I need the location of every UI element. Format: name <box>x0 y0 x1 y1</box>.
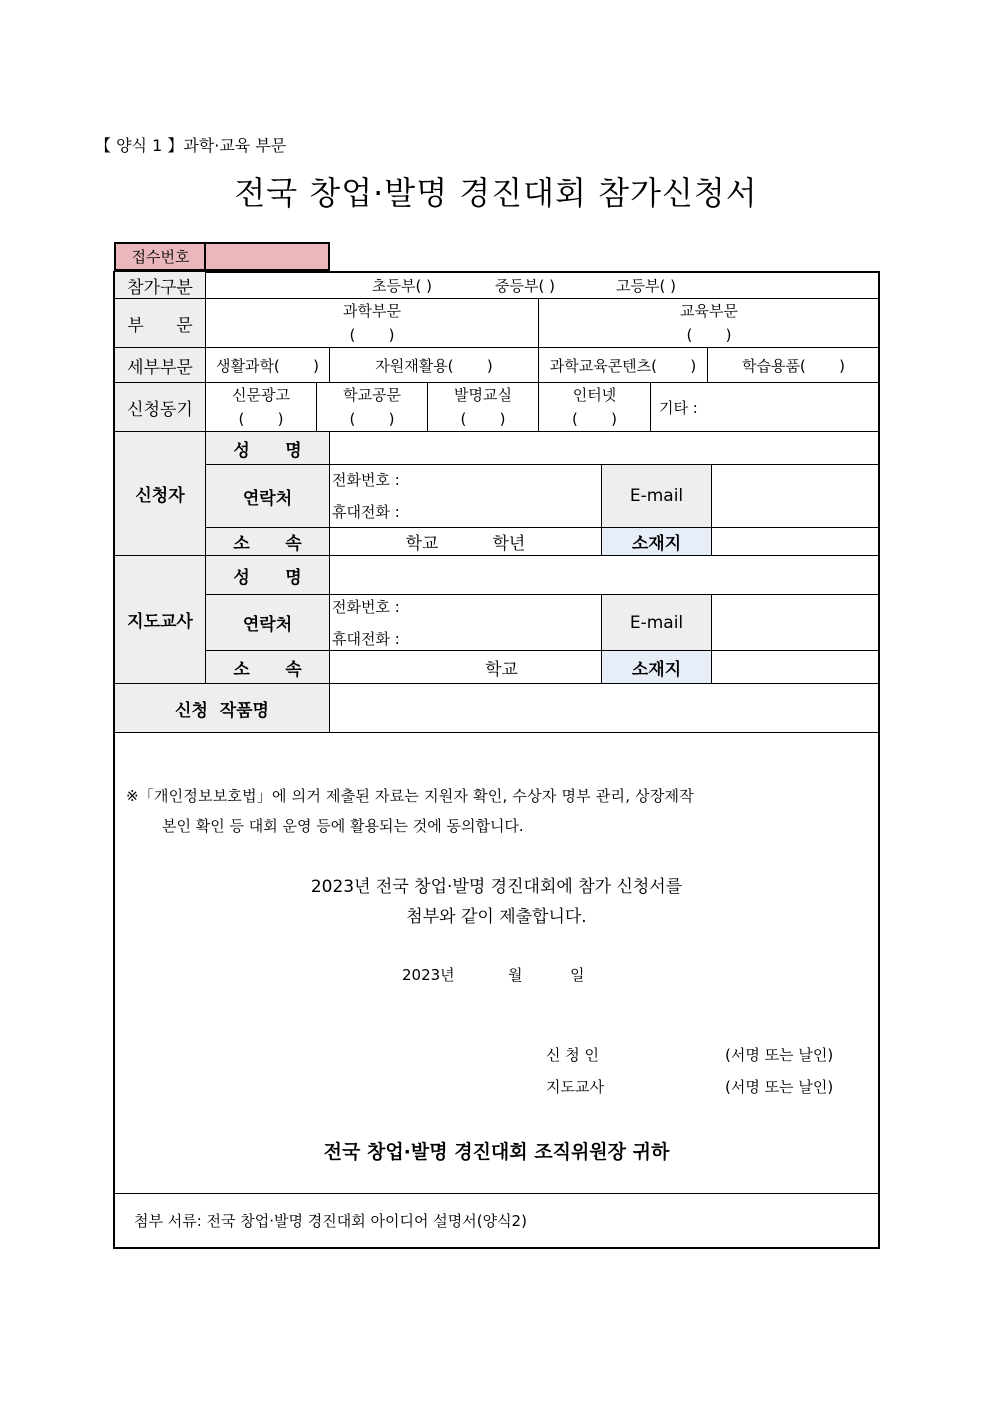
category-option-middle[interactable]: 중등부( ) <box>495 277 555 295</box>
motive-option-newspaper[interactable] <box>206 383 316 431</box>
date-month[interactable]: 월 <box>508 966 523 984</box>
signature-teacher-field[interactable]: (서명 또는 날인) <box>725 1078 834 1096</box>
motive-newspaper-mark: ( ) <box>238 410 284 428</box>
subdivision-label: 세부부문 <box>115 348 205 382</box>
applicant-location-label: 소재지 <box>602 528 711 555</box>
applicant-label: 신청자 <box>115 432 205 555</box>
motive-option-internet[interactable] <box>539 383 650 431</box>
motive-school-notice-label: 학교공문 <box>343 386 401 404</box>
teacher-contact-label: 연락처 <box>206 595 329 650</box>
teacher-name-label: 성 명 <box>206 556 329 594</box>
receipt-label: 접수번호 <box>114 242 205 271</box>
page-title: 전국 창업·발명 경진대회 참가신청서 <box>234 174 758 212</box>
date-day[interactable]: 일 <box>570 966 585 984</box>
motive-school-notice-mark: ( ) <box>349 410 395 428</box>
applicant-contact-label: 연락처 <box>206 465 329 527</box>
applicant-affiliation-label: 소 속 <box>206 528 329 555</box>
motive-invention-class-mark: ( ) <box>460 410 506 428</box>
motive-newspaper-label: 신문광고 <box>232 386 290 404</box>
subdivision-option-edu-content[interactable]: 과학교육콘텐츠( ) <box>549 356 697 375</box>
division-science-label: 과학부문 <box>343 302 401 320</box>
applicant-name-field[interactable] <box>330 432 879 464</box>
motive-option-school-notice[interactable] <box>317 383 427 431</box>
subdivision-option-life-science[interactable]: 생활과학( ) <box>215 356 320 375</box>
teacher-name-field[interactable] <box>330 556 879 594</box>
applicant-name-label: 성 명 <box>206 432 329 464</box>
applicant-mobile-label: 휴대전화 : <box>332 503 400 521</box>
division-option-education[interactable] <box>539 299 879 347</box>
addressee: 전국 창업·발명 경진대회 조직위원장 귀하 <box>323 1140 670 1163</box>
teacher-phone-label: 전화번호 : <box>332 598 400 616</box>
division-label: 부 문 <box>115 299 205 347</box>
signature-applicant-field[interactable]: (서명 또는 날인) <box>725 1046 834 1064</box>
teacher-location-label: 소재지 <box>602 651 711 683</box>
consent-text-line2: 본인 확인 등 대회 운영 등에 활용되는 것에 동의합니다. <box>162 817 524 835</box>
signature-applicant-role: 신 청 인 <box>546 1046 600 1064</box>
subdivision-option-recycling[interactable]: 자원재활용( ) <box>375 356 493 375</box>
receipt-number-field[interactable] <box>204 242 330 271</box>
submission-line2: 첨부와 같이 제출합니다. <box>406 906 587 927</box>
teacher-email-label: E-mail <box>602 595 711 650</box>
teacher-label: 지도교사 <box>115 556 205 683</box>
applicant-email-field[interactable] <box>712 465 879 527</box>
subdivision-option-learning-supplies[interactable]: 학습용품( ) <box>741 356 846 375</box>
date-year[interactable]: 2023년 <box>402 966 455 984</box>
category-label: 참가구분 <box>115 272 205 298</box>
applicant-phone-label: 전화번호 : <box>332 471 400 489</box>
signature-teacher-role: 지도교사 <box>546 1078 604 1096</box>
consent-text-line1: ※「개인정보보호법」에 의거 제출된 자료는 지원자 확인, 수상자 명부 관리, 상장제작 <box>126 787 694 805</box>
applicant-affiliation-field[interactable]: 학교 학년 <box>405 534 526 554</box>
motive-internet-mark: ( ) <box>571 410 618 428</box>
motive-option-other[interactable]: 기타 : <box>659 399 698 417</box>
division-education-mark: ( ) <box>686 326 732 344</box>
teacher-affiliation-label: 소 속 <box>206 651 329 683</box>
work-title-field[interactable] <box>330 684 879 732</box>
motive-internet-label: 인터넷 <box>572 386 617 404</box>
attachment-note: 첨부 서류: 전국 창업·발명 경진대회 아이디어 설명서(양식2) <box>134 1212 527 1230</box>
teacher-mobile-label: 휴대전화 : <box>332 630 400 648</box>
division-option-science[interactable] <box>206 299 538 347</box>
division-education-label: 교육부문 <box>680 302 738 320</box>
work-title-label: 신청 작품명 <box>115 684 329 732</box>
motive-invention-class-label: 발명교실 <box>454 386 512 404</box>
category-option-elementary[interactable]: 초등부( ) <box>372 277 432 295</box>
teacher-location-field[interactable] <box>712 651 879 683</box>
form-label: 【 양식 1 】과학·교육 부문 <box>95 136 287 155</box>
teacher-email-field[interactable] <box>712 595 879 650</box>
category-option-high[interactable]: 고등부( ) <box>616 277 676 295</box>
applicant-location-field[interactable] <box>712 528 879 555</box>
motive-option-invention-class[interactable] <box>428 383 538 431</box>
motive-label: 신청동기 <box>115 383 205 431</box>
submission-line1: 2023년 전국 창업·발명 경진대회에 참가 신청서를 <box>310 876 683 897</box>
applicant-email-label: E-mail <box>602 465 711 527</box>
division-science-mark: ( ) <box>349 326 395 344</box>
teacher-affiliation-field[interactable]: 학교 <box>485 659 518 680</box>
